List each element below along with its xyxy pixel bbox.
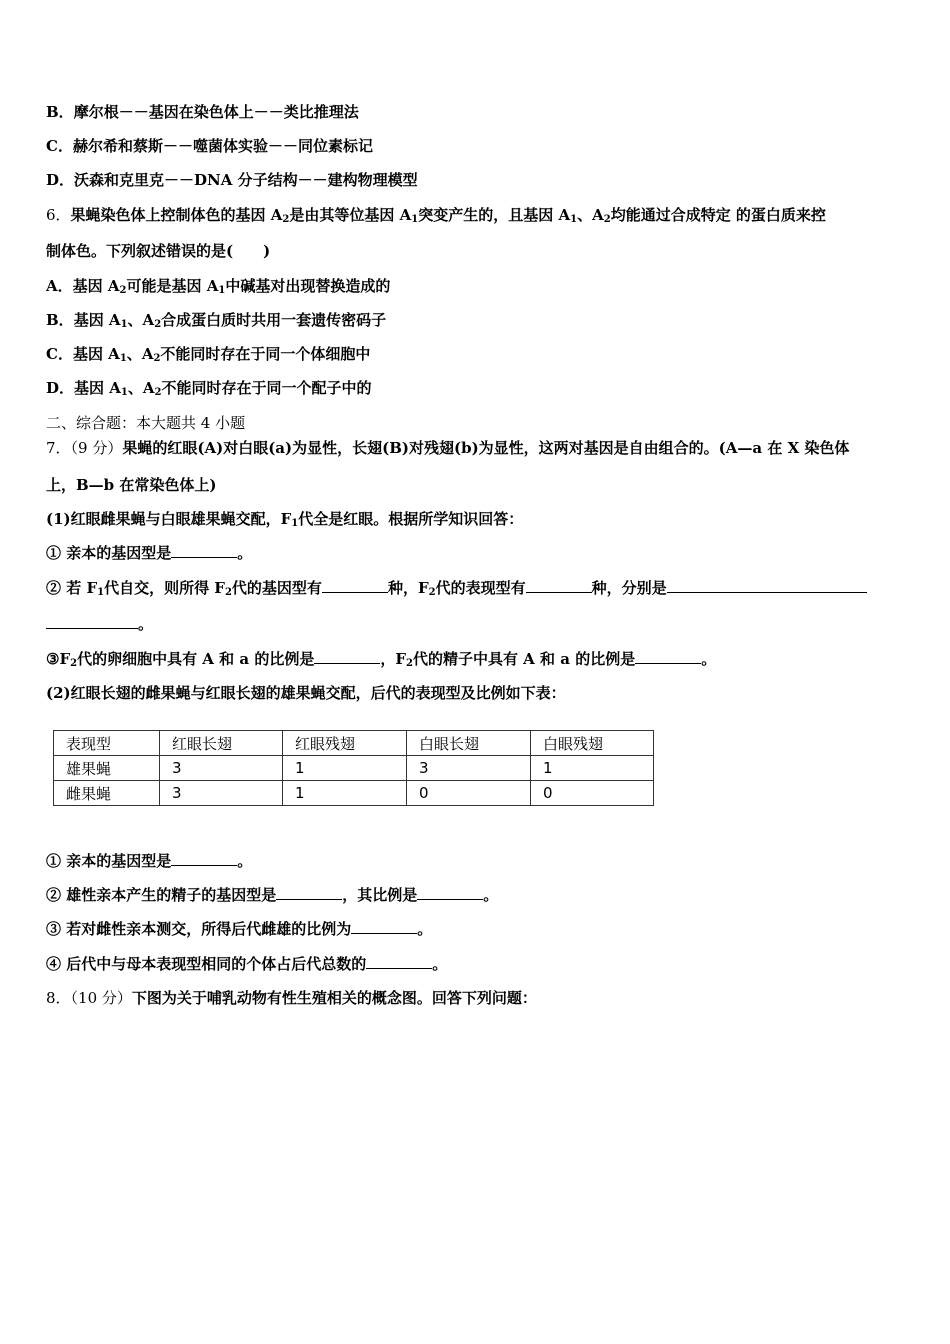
answer-blank[interactable] — [46, 614, 138, 629]
table-header-cell: 表现型 — [54, 731, 160, 756]
q7-part1-q2: ② 若 $F_1$代自交，则所得 $F_2$代的基因型有 种，$F_2$代的表现型有 种，分别是 — [46, 578, 867, 598]
answer-blank[interactable] — [366, 954, 432, 969]
q7-stem-line2: 上，B—b 在常染色体上) — [46, 476, 217, 494]
table-cell: 1 — [531, 756, 654, 781]
q7-part1-heading: (1)红眼雌果蝇与白眼雄果蝇交配，$F_1$代全是红眼。根据所学知识回答： — [46, 510, 524, 529]
table-header-cell: 红眼残翅 — [283, 731, 407, 756]
q7-part1-q3: $③F_2$代的卵细胞中具有 A 和 a 的比例是 ，$F_2$代的精子中具有 A 和 a 的比例是 。 — [46, 650, 717, 669]
q6-stem-line1: 6．果蝇染色体上控制体色的基因 $A_2$是由其等位基因 $A_1$突变产生的，且基因 $A_1$、$A_2$均能通过合成特定 的蛋白质来控 — [46, 206, 826, 225]
answer-blank[interactable] — [322, 578, 388, 593]
table-header-row — [54, 731, 654, 756]
q6-stem-line2: 制体色。下列叙述错误的是( ) — [46, 242, 271, 260]
answer-blank[interactable] — [171, 851, 237, 866]
q7-part2-q1: ① 亲本的基因型是 。 — [46, 852, 253, 870]
q8-stem: 8．（10 分）下图为关于哺乳动物有性生殖相关的概念图。回答下列问题： — [46, 989, 537, 1007]
answer-blank[interactable] — [417, 885, 483, 900]
q7-part1-q2-cont: 。 — [46, 614, 153, 634]
q6-option-c: C．基因 $A_1$、$A_2$不能同时存在于同一个体细胞中 — [46, 345, 371, 364]
answer-blank[interactable] — [351, 919, 417, 934]
answer-blank[interactable] — [171, 543, 237, 558]
table-cell: 3 — [407, 756, 531, 781]
answer-blank[interactable] — [667, 578, 867, 593]
table-cell: 0 — [531, 781, 654, 806]
table-cell: 3 — [160, 781, 283, 806]
section-heading: 二、综合题：本大题共 4 小题 — [46, 414, 246, 432]
table-header-cell: 白眼长翅 — [407, 731, 531, 756]
q7-part2-heading: (2)红眼长翅的雌果蝇与红眼长翅的雄果蝇交配，后代的表现型及比例如下表： — [46, 684, 566, 702]
table-row — [54, 756, 654, 781]
table-header-cell: 红眼长翅 — [160, 731, 283, 756]
table-cell: 雄果蝇 — [54, 756, 160, 781]
q6-option-a: A．基因 $A_2$可能是基因 $A_1$中碱基对出现替换造成的 — [46, 277, 391, 296]
q7-stem-line1: 7．（9 分）果蝇的红眼(A)对白眼(a)为显性，长翅(B)对残翅(b)为显性，这两对基因是自由组合的。(A—a 在 X 染色体 — [46, 439, 850, 457]
q7-part2-q2: ② 雄性亲本产生的精子的基因型是 ，其比例是 。 — [46, 886, 499, 904]
phenotype-table — [53, 730, 654, 806]
q5-option-b: B．摩尔根－－基因在染色体上－－类比推理法 — [46, 103, 359, 121]
table-cell: 雌果蝇 — [54, 781, 160, 806]
q7-part2-q3: ③ 若对雌性亲本测交，所得后代雌雄的比例为 。 — [46, 920, 433, 938]
q7-part1-q1: ① 亲本的基因型是 。 — [46, 544, 253, 562]
q6-option-b: B．基因 $A_1$、$A_2$合成蛋白质时共用一套遗传密码子 — [46, 311, 387, 330]
q7-part2-q4: ④ 后代中与母本表现型相同的个体占后代总数的 。 — [46, 955, 448, 973]
table-cell: 1 — [283, 781, 407, 806]
answer-blank[interactable] — [276, 885, 342, 900]
table-cell: 0 — [407, 781, 531, 806]
q6-option-d: D．基因 $A_1$、$A_2$不能同时存在于同一个配子中的 — [46, 379, 372, 398]
table-cell: 1 — [283, 756, 407, 781]
table-header-cell: 白眼残翅 — [531, 731, 654, 756]
table-row — [54, 781, 654, 806]
answer-blank[interactable] — [635, 649, 701, 664]
q5-option-d: D．沃森和克里克－－DNA 分子结构－－建构物理模型 — [46, 171, 418, 189]
answer-blank[interactable] — [314, 649, 380, 664]
table-cell: 3 — [160, 756, 283, 781]
q5-option-c: C．赫尔希和蔡斯－－噬菌体实验－－同位素标记 — [46, 137, 373, 155]
answer-blank[interactable] — [526, 578, 592, 593]
